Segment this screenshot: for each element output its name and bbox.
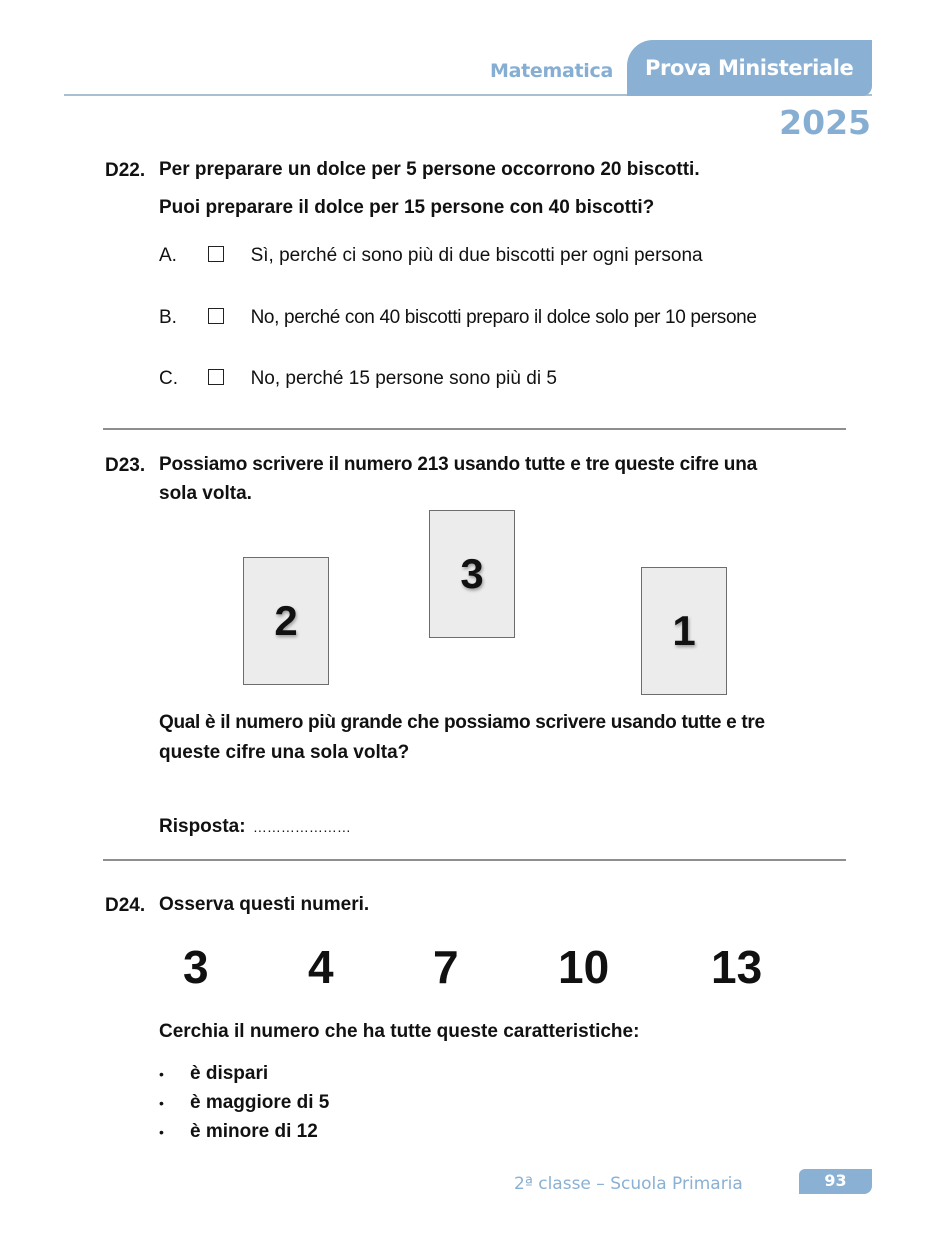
- number-choice[interactable]: 3: [183, 941, 209, 993]
- option-c[interactable]: [159, 368, 557, 390]
- criterion-text: è dispari: [190, 1063, 269, 1084]
- instruction: Cerchia il numero che ha tutte queste caratteristiche:: [159, 1021, 640, 1042]
- question-line: Puoi preparare il dolce per 15 persone con 40 biscotti?: [159, 197, 655, 218]
- section-divider: [103, 859, 846, 861]
- question-number: D24.: [105, 895, 146, 916]
- criterion: [159, 1092, 330, 1114]
- option-text: No, perché con 40 biscotti preparo il dolce solo per 10 persone: [250, 307, 757, 328]
- option-b[interactable]: [159, 307, 757, 329]
- option-letter: B.: [159, 307, 177, 328]
- digit-card: [429, 510, 515, 638]
- question-prompt: Osserva questi numeri.: [159, 894, 370, 915]
- question-number: D22.: [105, 160, 146, 181]
- digit-card: [243, 557, 329, 685]
- checkbox[interactable]: [208, 308, 224, 324]
- answer-field[interactable]: …………………: [252, 819, 351, 835]
- option-letter: A.: [159, 245, 177, 266]
- criterion-text: è minore di 12: [190, 1121, 318, 1142]
- digit: 1: [672, 607, 696, 654]
- bullet-icon: •: [159, 1124, 164, 1140]
- option-text: Sì, perché ci sono più di due biscotti per ogni persona: [250, 245, 703, 266]
- number-choice[interactable]: 10: [558, 941, 610, 993]
- header-tab-label: Prova Ministeriale: [645, 56, 854, 80]
- footer-grade: 2ª classe – Scuola Primaria: [514, 1174, 743, 1194]
- number-choice[interactable]: 7: [433, 941, 459, 993]
- digit-card: [641, 567, 727, 695]
- criterion: [159, 1063, 269, 1085]
- digit: 3: [460, 550, 484, 597]
- question-line: Possiamo scrivere il numero 213 usando tutte e tre queste cifre una: [159, 454, 757, 475]
- number-choice[interactable]: 4: [308, 941, 334, 993]
- option-letter: C.: [159, 368, 178, 389]
- option-text: No, perché 15 persone sono più di 5: [250, 368, 557, 389]
- subject-label: Matematica: [490, 60, 613, 82]
- question-line: sola volta.: [159, 483, 252, 504]
- question-line: Per preparare un dolce per 5 persone occorrono 20 biscotti.: [159, 159, 700, 180]
- page-number-badge: 93: [799, 1169, 872, 1194]
- answer-label: Risposta:: [159, 816, 246, 837]
- digit: 2: [274, 597, 298, 644]
- criterion-text: è maggiore di 5: [190, 1092, 330, 1113]
- bullet-icon: •: [159, 1066, 164, 1082]
- answer-row: [159, 816, 351, 838]
- bullet-icon: •: [159, 1095, 164, 1111]
- checkbox[interactable]: [208, 369, 224, 385]
- question-number: D23.: [105, 455, 146, 476]
- checkbox[interactable]: [208, 246, 224, 262]
- header-year: 2025: [779, 103, 871, 142]
- section-divider: [103, 428, 846, 430]
- number-choice[interactable]: 13: [711, 941, 763, 993]
- sub-question-line: queste cifre una sola volta?: [159, 742, 410, 763]
- criterion: [159, 1121, 318, 1143]
- option-a[interactable]: [159, 245, 703, 267]
- sub-question-line: Qual è il numero più grande che possiamo scrivere usando tutte e tre: [159, 712, 765, 733]
